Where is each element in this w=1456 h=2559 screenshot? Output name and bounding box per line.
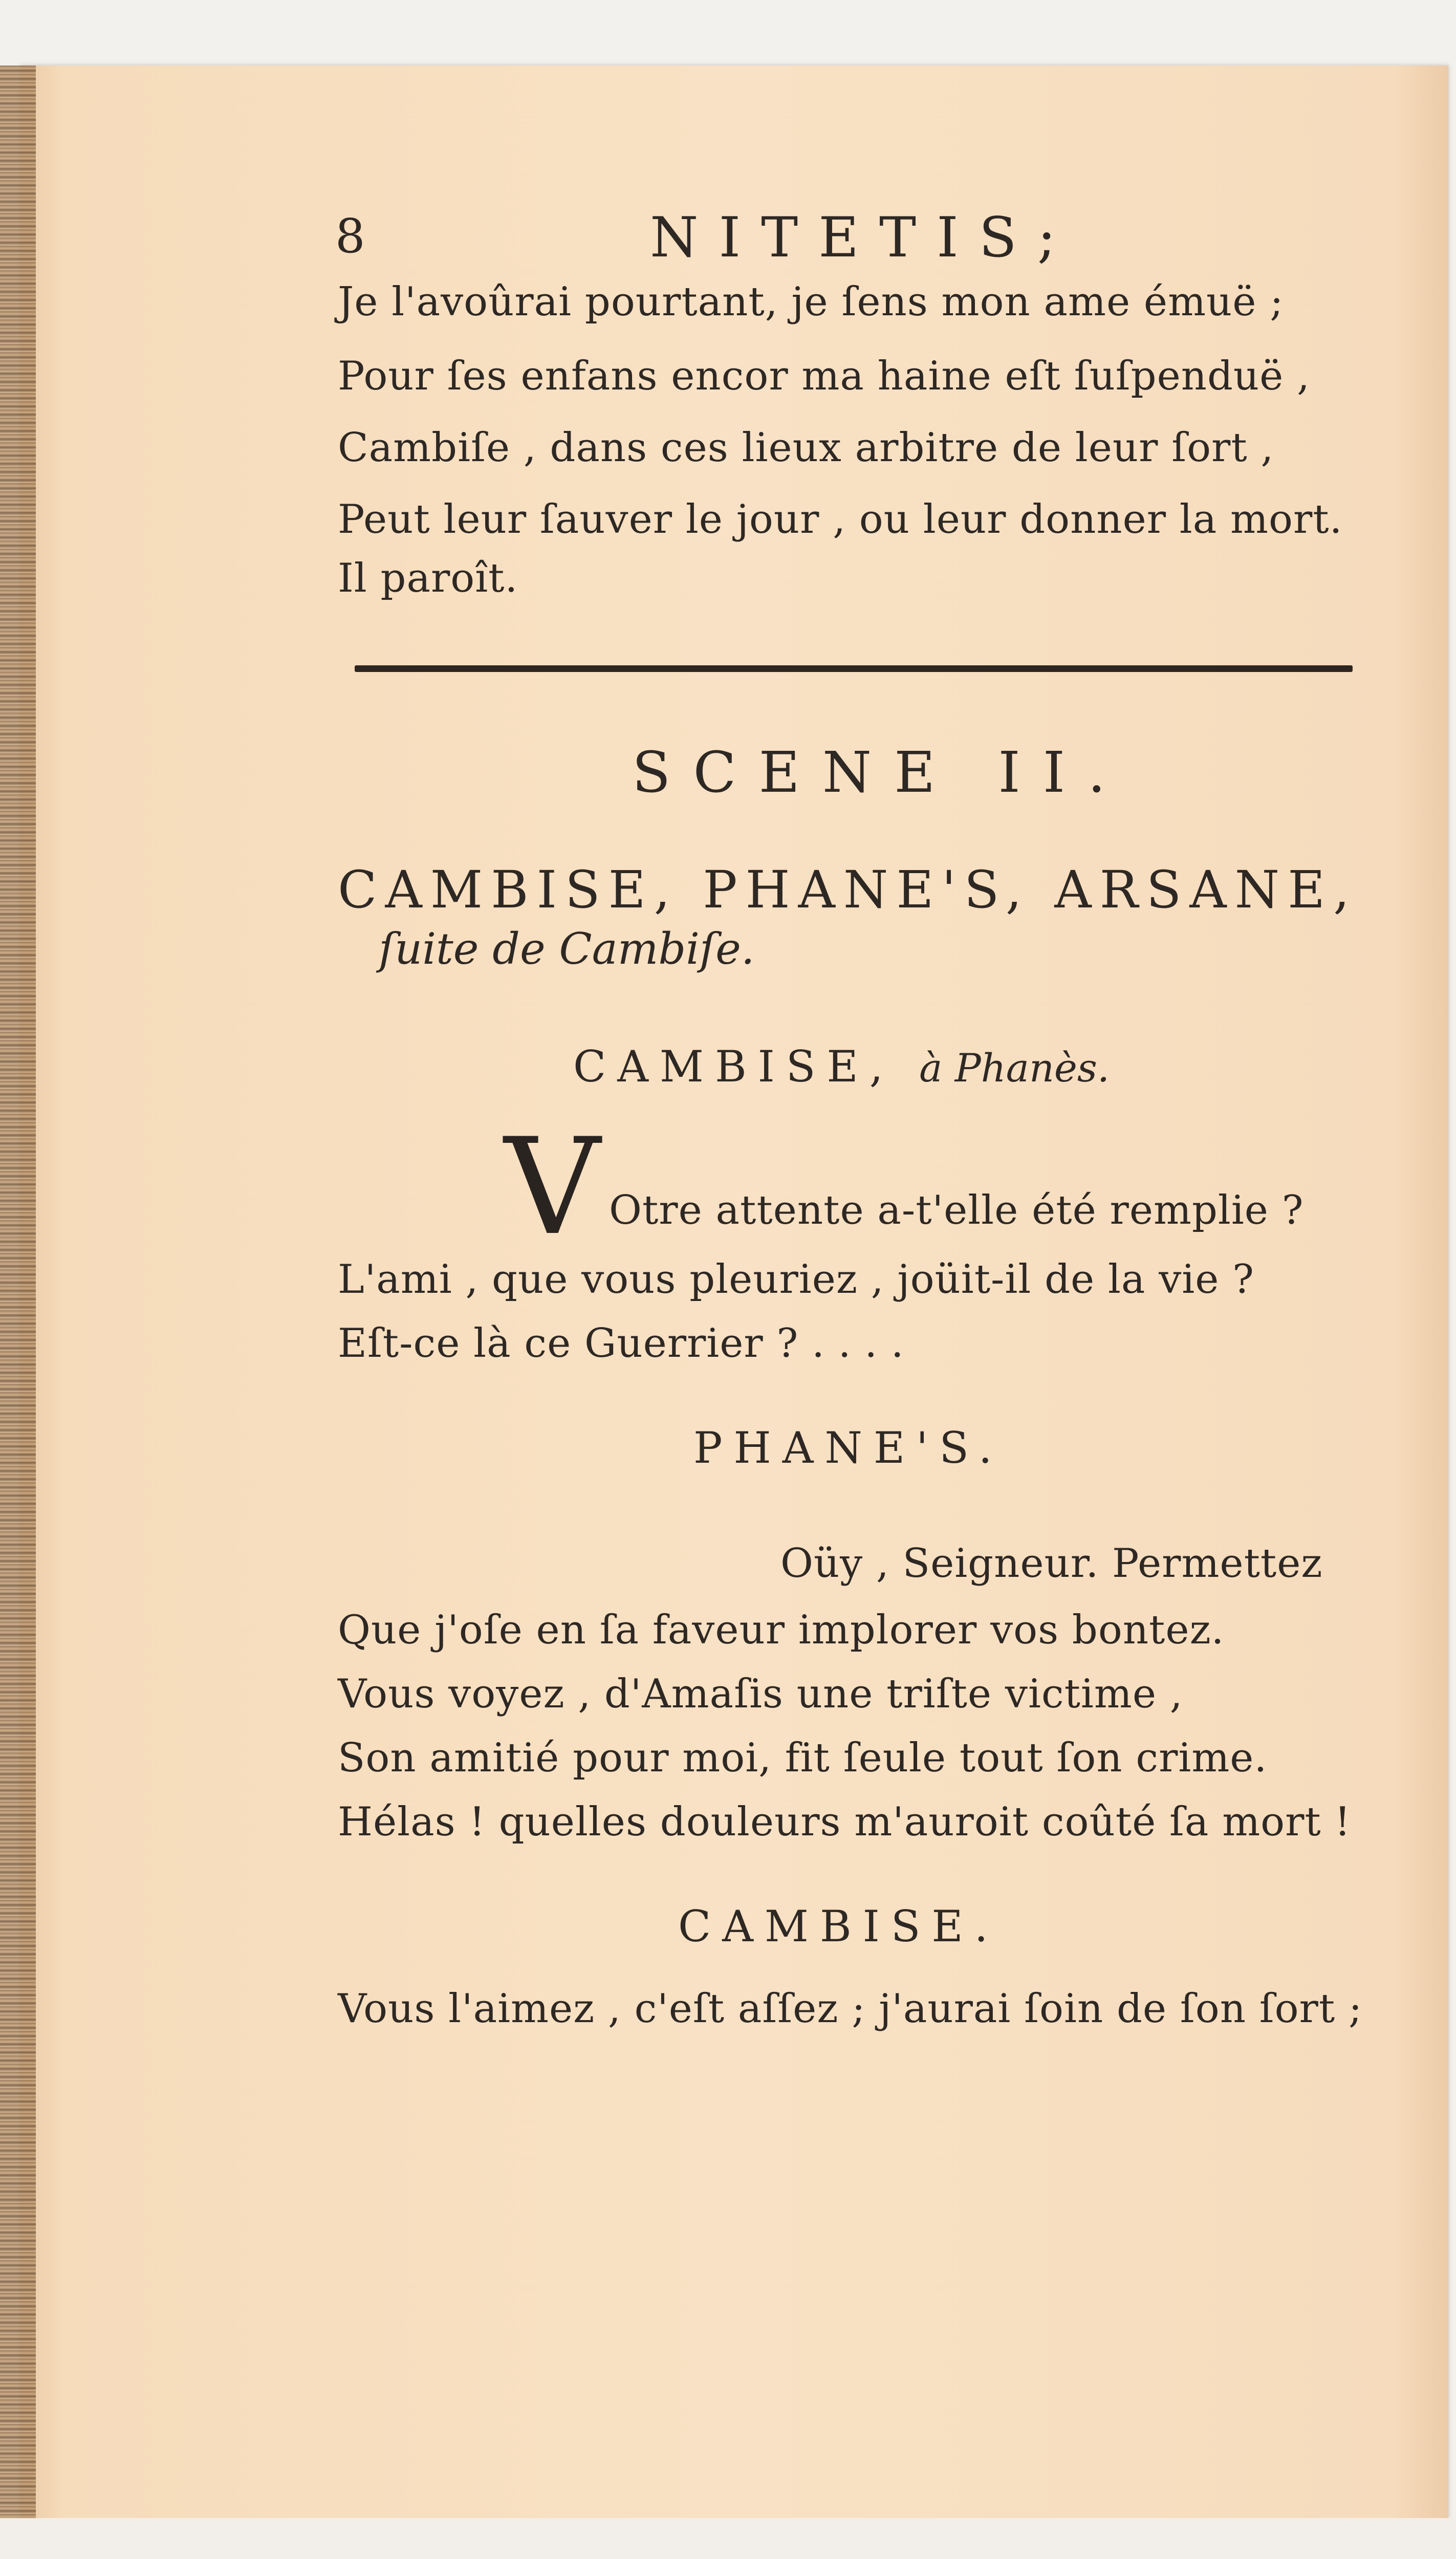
scene-heading: SCENE II. [632, 740, 1128, 805]
background-bottom [0, 2518, 1456, 2559]
verse-line: Je l'avoûrai pourtant, je ſens mon ame émuë ; [338, 279, 1284, 325]
verse-line: Son amitié pour moi, fit ſeule tout ſon crime. [338, 1735, 1268, 1781]
drop-cap: V [504, 1110, 600, 1265]
character-list-suite: ſuite de Cambiſe. [379, 924, 755, 974]
verse-line: Peut leur ſauver le jour , ou leur donner la mort. [338, 496, 1343, 543]
verse-line: Que j'oſe en ſa faveur implorer vos bontez. [338, 1607, 1225, 1653]
verse-line: Pour ſes enfans encor ma haine eſt ſuſpenduë , [338, 353, 1310, 399]
verse-line: Vous l'aimez , c'eſt aſſez ; j'aurai ſoin de ſon ſort ; [338, 1986, 1363, 2032]
speaker-phanes: PHANE'S. [693, 1423, 1004, 1473]
verse-line: L'ami , que vous pleuriez , joüit-il de la vie ? [338, 1256, 1255, 1303]
speaker-cambise [573, 1042, 1110, 1092]
background-top [0, 0, 1456, 69]
speaker-cambise: CAMBISE. [678, 1901, 999, 1951]
speaker-name: CAMBISE, [573, 1042, 895, 1092]
verse-line: Hélas ! quelles douleurs m'auroit coûté ſa mort ! [338, 1799, 1351, 1845]
verse-line: Otre attente a-t'elle été remplie ? [609, 1187, 1304, 1233]
verse-line: Oüy , Seigneur. Permettez [780, 1541, 1323, 1587]
stage-direction: Il paroît. [338, 555, 518, 601]
page-number: 8 [335, 209, 365, 264]
scene-divider-rule [355, 665, 1353, 672]
character-list: CAMBISE, PHANE'S, ARSANE, [338, 860, 1358, 920]
book-spine-edge [0, 66, 36, 2543]
verse-line: Cambiſe , dans ces lieux arbitre de leur ſort , [338, 425, 1274, 471]
running-title: NITETIS; [650, 206, 1077, 270]
stage-direction: à Phanès. [919, 1045, 1110, 1091]
verse-line: Vous voyez , d'Amaſis une triſte victime , [338, 1671, 1183, 1717]
verse-line: Eſt-ce là ce Guerrier ? . . . . [338, 1320, 904, 1367]
